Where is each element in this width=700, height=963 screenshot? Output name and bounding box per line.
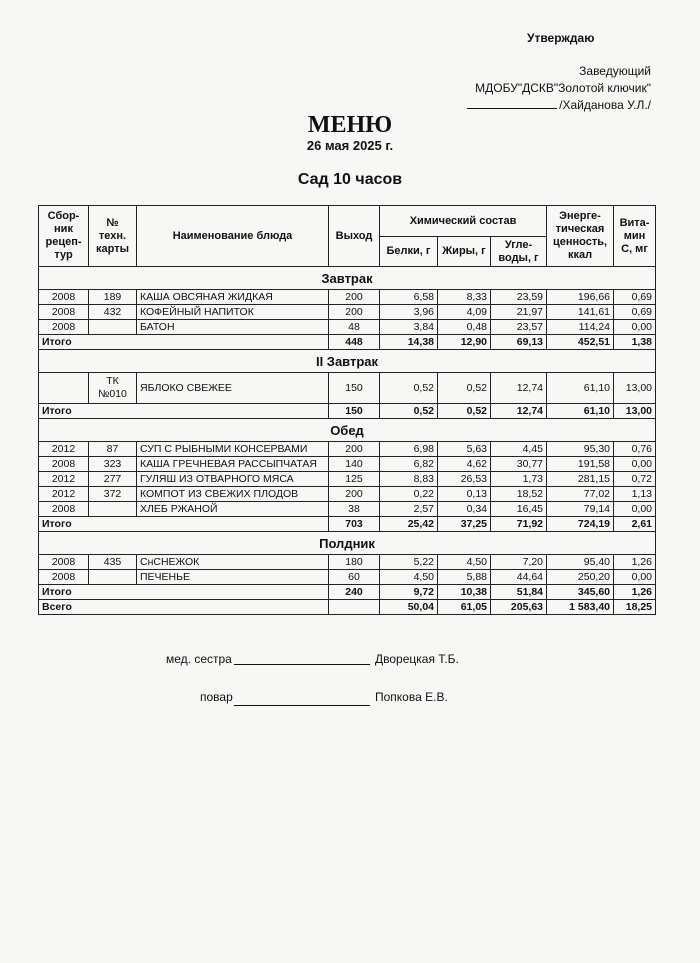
header-output: Выход <box>329 206 380 267</box>
approval-block <box>467 63 651 114</box>
subtotal-label: Итого <box>39 517 329 532</box>
output-cell: 38 <box>329 502 380 517</box>
subtotal-protein: 14,38 <box>380 335 438 350</box>
tech-card-cell: 277 <box>89 472 137 487</box>
approval-signature: /Хайданова У.Л./ <box>559 98 651 112</box>
grand-total-vitamin-c: 18,25 <box>614 600 656 615</box>
grand-total-output <box>329 600 380 615</box>
output-cell: 140 <box>329 457 380 472</box>
header-chem-composition: Химический состав <box>380 206 547 237</box>
dish-name-cell: КАША ГРЕЧНЕВАЯ РАССЫПЧАТАЯ <box>137 457 329 472</box>
protein-cell: 0,22 <box>380 487 438 502</box>
dish-name-cell: КОФЕЙНЫЙ НАПИТОК <box>137 305 329 320</box>
subtotal-fat: 12,90 <box>438 335 491 350</box>
menu-date: 26 мая 2025 г. <box>306 138 394 153</box>
fat-cell: 4,50 <box>438 555 491 570</box>
section-title: II Завтрак <box>39 350 656 373</box>
output-cell: 48 <box>329 320 380 335</box>
table-row <box>39 502 656 517</box>
carbs-cell: 1,73 <box>491 472 547 487</box>
dish-name-cell: ПЕЧЕНЬЕ <box>137 570 329 585</box>
protein-cell: 6,82 <box>380 457 438 472</box>
recipe-book-cell: 2012 <box>39 487 89 502</box>
nurse-role: мед. сестра <box>166 652 232 666</box>
grand-total-row <box>39 600 656 615</box>
fat-cell: 0,34 <box>438 502 491 517</box>
protein-cell: 8,83 <box>380 472 438 487</box>
subtotal-row <box>39 517 656 532</box>
nurse-name: Дворецкая Т.Б. <box>375 652 459 666</box>
page-title: МЕНЮ <box>307 112 393 138</box>
subtotal-energy: 724,19 <box>547 517 614 532</box>
carbs-cell: 4,45 <box>491 442 547 457</box>
carbs-cell: 21,97 <box>491 305 547 320</box>
section-row <box>39 419 656 442</box>
recipe-book-cell: 2008 <box>39 570 89 585</box>
grand-total-fat: 61,05 <box>438 600 491 615</box>
section-title: Полдник <box>39 532 656 555</box>
vitamin-c-cell: 0,00 <box>614 457 656 472</box>
vitamin-c-cell: 0,76 <box>614 442 656 457</box>
recipe-book-cell: 2008 <box>39 502 89 517</box>
fat-cell: 26,53 <box>438 472 491 487</box>
fat-cell: 0,52 <box>438 373 491 404</box>
recipe-book-cell: 2008 <box>39 457 89 472</box>
table-row <box>39 457 656 472</box>
energy-cell: 281,15 <box>547 472 614 487</box>
section-row <box>39 267 656 290</box>
section-row <box>39 350 656 373</box>
recipe-book-cell: 2012 <box>39 442 89 457</box>
fat-cell: 5,63 <box>438 442 491 457</box>
subtotal-carbs: 69,13 <box>491 335 547 350</box>
dish-name-cell: ЯБЛОКО СВЕЖЕЕ <box>137 373 329 404</box>
output-cell: 200 <box>329 305 380 320</box>
table-row <box>39 442 656 457</box>
header-dish-name: Наименование блюда <box>137 206 329 267</box>
protein-cell: 3,84 <box>380 320 438 335</box>
subtotal-output: 703 <box>329 517 380 532</box>
output-cell: 200 <box>329 442 380 457</box>
fat-cell: 5,88 <box>438 570 491 585</box>
subtotal-fat: 37,25 <box>438 517 491 532</box>
recipe-book-cell <box>39 373 89 404</box>
section-row <box>39 532 656 555</box>
protein-cell: 6,58 <box>380 290 438 305</box>
header-vitamin-c: Вита-мин С, мг <box>614 206 656 267</box>
tech-card-cell: 432 <box>89 305 137 320</box>
energy-cell: 95,30 <box>547 442 614 457</box>
fat-cell: 4,62 <box>438 457 491 472</box>
dish-name-cell: БАТОН <box>137 320 329 335</box>
dish-name-cell: ГУЛЯШ ИЗ ОТВАРНОГО МЯСА <box>137 472 329 487</box>
tech-card-cell: 323 <box>89 457 137 472</box>
table-row <box>39 570 656 585</box>
menu-table <box>38 205 656 615</box>
table-row <box>39 487 656 502</box>
subtotal-vitamin-c: 2,61 <box>614 517 656 532</box>
grand-total-energy: 1 583,40 <box>547 600 614 615</box>
subtotal-row <box>39 335 656 350</box>
energy-cell: 250,20 <box>547 570 614 585</box>
vitamin-c-cell: 0,00 <box>614 570 656 585</box>
subtotal-row <box>39 585 656 600</box>
tech-card-cell <box>89 502 137 517</box>
protein-cell: 6,98 <box>380 442 438 457</box>
nurse-signature-line <box>234 664 370 665</box>
subtotal-energy: 61,10 <box>547 404 614 419</box>
menu-table-body <box>39 267 656 615</box>
header-recipe-book: Сбор-ник рецеп-тур <box>39 206 89 267</box>
subtotal-fat: 10,38 <box>438 585 491 600</box>
vitamin-c-cell: 0,69 <box>614 305 656 320</box>
signature-line <box>467 97 557 109</box>
subtotal-vitamin-c: 1,38 <box>614 335 656 350</box>
dish-name-cell: СУП С РЫБНЫМИ КОНСЕРВАМИ <box>137 442 329 457</box>
carbs-cell: 23,59 <box>491 290 547 305</box>
grand-total-protein: 50,04 <box>380 600 438 615</box>
dish-name-cell: КОМПОТ ИЗ СВЕЖИХ ПЛОДОВ <box>137 487 329 502</box>
protein-cell: 0,52 <box>380 373 438 404</box>
output-cell: 125 <box>329 472 380 487</box>
tech-card-cell <box>89 570 137 585</box>
menu-subtitle: Сад 10 часов <box>297 171 403 188</box>
recipe-book-cell: 2008 <box>39 320 89 335</box>
section-title: Обед <box>39 419 656 442</box>
tech-card-cell <box>89 320 137 335</box>
energy-cell: 61,10 <box>547 373 614 404</box>
protein-cell: 3,96 <box>380 305 438 320</box>
recipe-book-cell: 2008 <box>39 290 89 305</box>
energy-cell: 196,66 <box>547 290 614 305</box>
vitamin-c-cell: 0,69 <box>614 290 656 305</box>
subtotal-protein: 25,42 <box>380 517 438 532</box>
carbs-cell: 16,45 <box>491 502 547 517</box>
energy-cell: 79,14 <box>547 502 614 517</box>
carbs-cell: 23,57 <box>491 320 547 335</box>
dish-name-cell: КАША ОВСЯНАЯ ЖИДКАЯ <box>137 290 329 305</box>
tech-card-cell: ТК №010 <box>89 373 137 404</box>
carbs-cell: 7,20 <box>491 555 547 570</box>
output-cell: 180 <box>329 555 380 570</box>
subtotal-label: Итого <box>39 585 329 600</box>
header-protein: Белки, г <box>380 237 438 267</box>
recipe-book-cell: 2008 <box>39 305 89 320</box>
subtotal-energy: 345,60 <box>547 585 614 600</box>
subtotal-carbs: 51,84 <box>491 585 547 600</box>
vitamin-c-cell: 13,00 <box>614 373 656 404</box>
header-energy: Энерге-тическая ценность, ккал <box>547 206 614 267</box>
fat-cell: 4,09 <box>438 305 491 320</box>
carbs-cell: 18,52 <box>491 487 547 502</box>
cook-name: Попкова Е.В. <box>375 690 448 704</box>
dish-name-cell: СнСНЕЖОК <box>137 555 329 570</box>
energy-cell: 114,24 <box>547 320 614 335</box>
fat-cell: 0,13 <box>438 487 491 502</box>
subtotal-carbs: 12,74 <box>491 404 547 419</box>
subtotal-label: Итого <box>39 335 329 350</box>
header-carbs: Угле-воды, г <box>491 237 547 267</box>
subtotal-protein: 9,72 <box>380 585 438 600</box>
subtotal-fat: 0,52 <box>438 404 491 419</box>
subtotal-vitamin-c: 13,00 <box>614 404 656 419</box>
dish-name-cell: ХЛЕБ РЖАНОЙ <box>137 502 329 517</box>
vitamin-c-cell: 0,00 <box>614 320 656 335</box>
recipe-book-cell: 2012 <box>39 472 89 487</box>
subtotal-output: 150 <box>329 404 380 419</box>
recipe-book-cell: 2008 <box>39 555 89 570</box>
tech-card-cell: 189 <box>89 290 137 305</box>
header-tech-card: № техн. карты <box>89 206 137 267</box>
subtotal-carbs: 71,92 <box>491 517 547 532</box>
subtotal-protein: 0,52 <box>380 404 438 419</box>
output-cell: 60 <box>329 570 380 585</box>
subtotal-output: 240 <box>329 585 380 600</box>
approval-org: МДОБУ"ДСКВ"Золотой ключик" <box>475 81 651 95</box>
table-row <box>39 472 656 487</box>
cook-role: повар <box>200 690 233 704</box>
fat-cell: 0,48 <box>438 320 491 335</box>
vitamin-c-cell: 0,72 <box>614 472 656 487</box>
approval-position: Заведующий <box>579 64 651 78</box>
carbs-cell: 30,77 <box>491 457 547 472</box>
table-row <box>39 290 656 305</box>
output-cell: 150 <box>329 373 380 404</box>
header-fat: Жиры, г <box>438 237 491 267</box>
table-row <box>39 305 656 320</box>
table-row <box>39 320 656 335</box>
vitamin-c-cell: 0,00 <box>614 502 656 517</box>
subtotal-row <box>39 404 656 419</box>
grand-total-label: Всего <box>39 600 329 615</box>
tech-card-cell: 435 <box>89 555 137 570</box>
subtotal-output: 448 <box>329 335 380 350</box>
energy-cell: 141,61 <box>547 305 614 320</box>
output-cell: 200 <box>329 290 380 305</box>
carbs-cell: 12,74 <box>491 373 547 404</box>
table-row <box>39 373 656 404</box>
tech-card-cell: 372 <box>89 487 137 502</box>
cook-signature-line <box>234 705 370 706</box>
output-cell: 200 <box>329 487 380 502</box>
vitamin-c-cell: 1,26 <box>614 555 656 570</box>
energy-cell: 191,58 <box>547 457 614 472</box>
grand-total-carbs: 205,63 <box>491 600 547 615</box>
subtotal-vitamin-c: 1,26 <box>614 585 656 600</box>
protein-cell: 5,22 <box>380 555 438 570</box>
vitamin-c-cell: 1,13 <box>614 487 656 502</box>
subtotal-label: Итого <box>39 404 329 419</box>
tech-card-cell: 87 <box>89 442 137 457</box>
subtotal-energy: 452,51 <box>547 335 614 350</box>
energy-cell: 77,02 <box>547 487 614 502</box>
carbs-cell: 44,64 <box>491 570 547 585</box>
fat-cell: 8,33 <box>438 290 491 305</box>
energy-cell: 95,40 <box>547 555 614 570</box>
protein-cell: 4,50 <box>380 570 438 585</box>
table-row <box>39 555 656 570</box>
protein-cell: 2,57 <box>380 502 438 517</box>
section-title: Завтрак <box>39 267 656 290</box>
approval-heading: Утверждаю <box>527 31 595 45</box>
